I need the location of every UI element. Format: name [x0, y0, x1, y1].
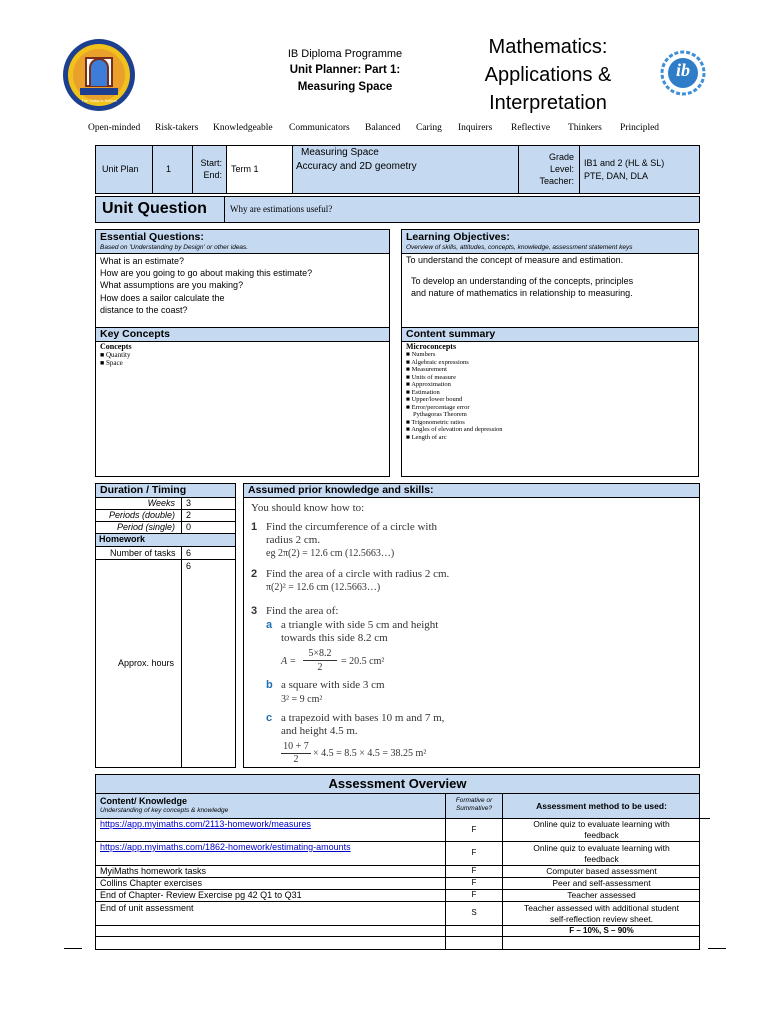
list-item: ■ Angles of elevation and depression: [406, 426, 503, 433]
assessment-content: Collins Chapter exercises: [100, 878, 203, 888]
essential-questions-title: Essential Questions:: [100, 231, 204, 243]
list-item: ■ Estimation: [406, 388, 440, 396]
duration-box: [95, 483, 236, 768]
profile-risk-takers: Risk-takers: [155, 123, 199, 133]
list-item: ■ Trigonometric ratios: [406, 418, 465, 426]
qc-line-1: a trapezoid with bases 10 m and 7 m,: [281, 712, 445, 724]
q3-line-1: Find the area of:: [266, 605, 339, 617]
question-number: 1: [251, 521, 258, 533]
divider: [700, 818, 710, 819]
table-row: [96, 866, 699, 878]
content-summary-box: [401, 327, 699, 477]
assessment-type: F: [471, 890, 477, 899]
qa-line-2: towards this side 8.2 cm: [281, 632, 388, 644]
planner-subtitle: Measuring Space: [297, 81, 393, 93]
subject-line-3: Interpretation: [489, 92, 607, 114]
qa-formula-lhs: A =: [281, 656, 297, 667]
weighting-text: F – 10%, S – 90%: [569, 926, 634, 935]
learning-objectives-subtitle: Overview of skills, attitudes, concepts, knowledge, assessment statement keys: [406, 244, 633, 251]
assessment-method: Teacher assessed: [567, 890, 636, 900]
assessment-overview: [95, 774, 700, 950]
assessment-method: Teacher assessed with additional student self-reflection review sheet.: [524, 903, 679, 924]
list-item: Pythagoras Theorem: [413, 411, 467, 418]
profile-knowledgeable: Knowledgeable: [213, 123, 273, 133]
profile-principled: Principled: [620, 123, 660, 133]
ib-logo-text: ib: [675, 60, 690, 80]
planner-title: Unit Planner: Part 1:: [289, 64, 401, 76]
assessment-type: F: [471, 878, 477, 887]
table-row: [96, 926, 699, 937]
part-letter: c: [266, 712, 273, 724]
assessment-type: F: [471, 848, 477, 857]
prior-knowledge-heading: You should know how to:: [251, 502, 365, 514]
list-item: ■ Length of arc: [406, 433, 447, 441]
school-logo: [62, 38, 136, 112]
qa-numerator: 5×8.2: [303, 647, 337, 661]
ib-logo: [660, 50, 706, 96]
unit-plan-row: [95, 145, 700, 194]
assessment-col-method: Assessment method to be used:: [536, 801, 667, 811]
programme-title: IB Diploma Programme: [287, 48, 403, 60]
table-row: [96, 878, 699, 890]
qa-line-1: a triangle with side 5 cm and height: [281, 619, 439, 631]
assessment-col-content-sub: Understanding of key concepts & knowledge: [100, 807, 229, 814]
concepts-list: [100, 351, 130, 367]
assessment-content: End of unit assessment: [100, 903, 194, 913]
assessment-col-content: Content/ Knowledge: [100, 796, 187, 806]
myimaths-measures-link[interactable]: https://app.myimaths.com/2113-homework/measures: [100, 819, 311, 829]
hours-value: 6: [186, 561, 192, 571]
assessment-type: S: [471, 908, 477, 917]
unit-question-text: Why are estimations useful?: [230, 204, 333, 214]
microconcepts-list: [406, 351, 503, 441]
learning-objectives-box: [401, 229, 699, 328]
list-item: ■ Measurement: [406, 366, 447, 373]
unit-title-2: Accuracy and 2D geometry: [296, 161, 417, 172]
content-summary-title: Content summary: [406, 328, 496, 340]
assessment-method: Computer based assessment: [546, 866, 657, 876]
school-logo-text: The Sultan's School: [81, 98, 117, 103]
tasks-label: Number of tasks: [110, 548, 176, 558]
qc-result: × 4.5 = 8.5 × 4.5 = 38.25 m²: [313, 748, 427, 759]
table-row: [96, 890, 699, 902]
list-item: ■ Quantity: [100, 351, 131, 359]
subject-line-1: Mathematics:: [488, 36, 608, 58]
period-single-value: 0: [186, 522, 192, 532]
part-letter: a: [266, 619, 273, 631]
profile-communicators: Communicators: [289, 123, 350, 133]
table-row: [96, 819, 699, 842]
profile-inquirers: Inquirers: [458, 123, 493, 133]
q1-line-1: Find the circumference of a circle with: [266, 521, 438, 533]
homework-label: Homework: [99, 534, 146, 544]
grade-value: IB1 and 2 (HL & SL): [584, 158, 665, 168]
profile-open-minded: Open-minded: [88, 123, 141, 133]
assessment-col-type: Formative or Summative?: [455, 797, 493, 812]
unit-plan-label: Unit Plan: [102, 164, 139, 174]
essential-questions-list: [100, 255, 312, 316]
list-item: What is an estimate?: [100, 256, 185, 266]
q2-line-2: π(2)² = 12.6 cm (12.5663…): [266, 582, 381, 593]
learner-profile-bar: [88, 123, 688, 137]
q1-line-2: radius 2 cm.: [266, 534, 321, 546]
list-item: How does a sailor calculate the: [100, 292, 225, 303]
q1-line-3: eg 2π(2) = 12.6 cm (12.5663…): [266, 548, 395, 559]
list-item: ■ Space: [100, 359, 123, 367]
table-row: [96, 902, 699, 926]
learning-objective-2: To develop an understanding of the concepts, principles: [411, 276, 634, 286]
tasks-value: 6: [186, 548, 192, 558]
profile-reflective: Reflective: [511, 123, 551, 133]
teacher-value: PTE, DAN, DLA: [584, 171, 649, 181]
assessment-method: Online quiz to evaluate learning with feedback: [533, 819, 670, 840]
list-item: distance to the coast?: [100, 304, 188, 315]
key-concepts-title: Key Concepts: [100, 328, 171, 340]
grade-label: Grade: [548, 152, 574, 162]
qc-numerator: 10 + 7: [281, 740, 311, 754]
profile-thinkers: Thinkers: [568, 123, 602, 133]
list-item: What assumptions are you making?: [100, 280, 244, 291]
qb-line-2: 3² = 9 cm²: [281, 694, 323, 705]
period-single-label: Period (single): [116, 522, 175, 532]
qb-line-1: a square with side 3 cm: [281, 679, 385, 691]
unit-question-row: [95, 196, 700, 223]
list-item: ■ Algebraic expressions: [406, 358, 469, 366]
list-item: ■ Numbers: [406, 351, 436, 358]
list-item: How are you going to go about making this estimate?: [100, 268, 313, 279]
qa-denominator: 2: [317, 662, 323, 673]
unit-plan-number: 1: [166, 164, 172, 174]
q2-line-1: Find the area of a circle with radius 2 cm.: [266, 568, 450, 580]
learning-objective-1: To understand the concept of measure and estimation.: [406, 255, 624, 265]
teacher-label: Teacher:: [539, 176, 574, 186]
periods-double-value: 2: [186, 510, 192, 520]
unit-title-1: Measuring Space: [301, 147, 379, 158]
hours-label: Approx. hours: [118, 658, 175, 668]
assessment-type: F: [471, 866, 477, 875]
prior-knowledge-box: [243, 483, 700, 768]
qc-denominator: 2: [293, 754, 299, 765]
profile-balanced: Balanced: [365, 123, 401, 133]
learning-objectives-title: Learning Objectives:: [406, 231, 510, 243]
subject-line-2: Applications &: [484, 64, 612, 86]
subject-title: [458, 33, 638, 117]
unit-question-label: Unit Question: [102, 200, 207, 217]
myimaths-estimating-link[interactable]: https://app.myimaths.com/1862-homework/estimating-amounts: [100, 842, 351, 852]
essential-questions-subtitle: Based on 'Understanding by Design' or other ideas.: [100, 244, 249, 251]
profile-caring: Caring: [416, 123, 442, 133]
list-item: ■ Upper/lower bound: [406, 396, 463, 403]
prior-knowledge-title: Assumed prior knowledge and skills:: [248, 484, 434, 496]
weeks-value: 3: [186, 498, 192, 508]
list-item: ■ Approximation: [406, 381, 451, 388]
weeks-label: Weeks: [147, 498, 175, 508]
end-label: End:: [203, 170, 222, 180]
assessment-content: End of Chapter- Review Exercise pg 42 Q1 to Q31: [100, 890, 302, 900]
question-number: 2: [251, 568, 258, 580]
level-label: Level:: [549, 164, 574, 174]
start-label: Start:: [200, 158, 222, 168]
assessment-method: Peer and self-assessment: [552, 878, 651, 888]
key-concepts-box: [95, 327, 390, 477]
list-item: ■ Units of measure: [406, 373, 456, 381]
duration-title: Duration / Timing: [100, 484, 187, 496]
qa-result: = 20.5 cm²: [341, 656, 385, 667]
divider: [708, 948, 726, 949]
qc-line-2: and height 4.5 m.: [281, 725, 358, 737]
table-row: [96, 842, 699, 866]
term-cell: [227, 146, 293, 193]
question-number: 3: [251, 605, 258, 617]
assessment-content: MyiMaths homework tasks: [100, 866, 207, 876]
assessment-type: F: [471, 825, 477, 834]
concepts-heading: Concepts: [100, 342, 132, 351]
term-value: Term 1: [231, 164, 259, 174]
assessment-title: Assessment Overview: [328, 776, 467, 791]
divider: [64, 948, 82, 949]
part-letter: b: [266, 679, 273, 691]
periods-double-label: Periods (double): [108, 510, 175, 520]
microconcepts-heading: Microconcepts: [406, 342, 457, 351]
learning-objective-3: and nature of mathematics in relationship to measuring.: [411, 288, 633, 298]
list-item: ■ Error/percentage error: [406, 403, 470, 411]
essential-questions-box: [95, 229, 390, 328]
assessment-method: Online quiz to evaluate learning with feedback: [533, 843, 670, 864]
